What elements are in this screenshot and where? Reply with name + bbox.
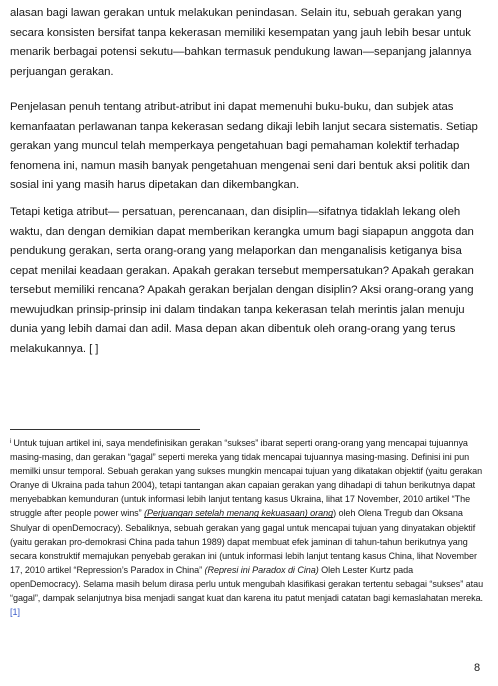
footnote-italic-translation: (Perjuangan setelah menang kekuasaan) orang bbox=[144, 508, 334, 519]
footnote-separator bbox=[10, 429, 200, 430]
body-paragraph-3 bbox=[10, 203, 480, 359]
footnote-italic-translation: (Represi ini Paradox di Cina) bbox=[204, 564, 319, 575]
footnote bbox=[10, 435, 484, 619]
body-paragraph-1 bbox=[10, 4, 480, 82]
body-paragraph-2 bbox=[10, 98, 480, 196]
footnote-backlink[interactable]: [1] bbox=[10, 607, 20, 618]
paragraph-text: alasan bagi lawan gerakan untuk melakukan penindasan. Selain itu, sebuah gerakan yang secara konsisten bersifat tanpa kekerasan memiliki kesempatan yang jauh lebih besar untuk menarik berbagai potensi sekutu—bahkan termasuk pendukung lawan—sepanjang jalannya perjuangan gerakan. bbox=[10, 7, 472, 78]
footnote-text: Oleh Lester Kurtz pada openDemocracy). Selama masih belum dirasa perlu untuk mengubah klasifikasi gerakan tertentu sebagai “sukses” atau “gagal”, dampak selanjutnya bisa menjadi sangat kuat dan karena itu patut menjadi catatan bagi kemaslahatan mereka. bbox=[10, 564, 484, 604]
paragraph-text: Tetapi ketiga atribut— persatuan, perencanaan, dan disiplin—sifatnya tidaklah lekang oleh waktu, dan dengan demikian dapat memberikan kerangka umum bagi siapapun anggota dan pendukung gerakan, serta orang-orang yang melaporkan dan menganalisis ketiganya bisa cepat menilai keadaan gerakan. Apakah gerakan tersebut mempersatukan? Apakah gerakan tersebut memiliki rencana? Apakah gerakan berjalan dengan disiplin? Aksi orang-orang yang mewujudkan prinsip-prinsip ini dalam tindakan tanpa kekerasan telah merintis jalan menuju dunia yang lebih damai dan adil. Masa depan akan dibentuk oleh orang-orang yang terus melakukannya. [ ] bbox=[10, 206, 474, 355]
paragraph-text: Penjelasan penuh tentang atribut-atribut ini dapat memenuhi buku-buku, dan subjek atas kemanfaatan perlawanan tanpa kekerasan sedang dikaji lebih lanjut secara sistematis. Setiap gerakan yang muncul telah memperkaya pengetahuan bagi pemahaman kolektif terhadap fenomena ini, namun masih banyak pengetahuan mengenai seni dari bentuk aksi politik dan sosial ini yang masih harus dipetakan dan dikembangkan. bbox=[10, 101, 478, 191]
footnote-text: ) oleh Olena Tregub dan Oksana Shulyar di openDemocracy). Sebaliknya, sebuah gerakan yang gagal untuk mencapai tujuan yang dinyatakan objektif (yaitu gerakan pro-demokrasi China pada tahun 1989) dapat membuat efek jaminan di tahun-tahun berikutnya yang secara konstruktif memajukan penyebab gerakan ini (untuk informasi lebih lanjut tentang kasus China, lihat November 17, 2010 artikel “Repression’s Paradox in China” bbox=[10, 508, 477, 575]
page-number: 8 bbox=[474, 662, 481, 674]
footnote-text: Untuk tujuan artikel ini, saya mendefinisikan gerakan “sukses” ibarat seperti orang-orang yang mencapai tujuannya masing-masing, dan gerakan “gagal” seperti mereka yang tidak mencapai tujuannya masing-masing. Definisi ini pun memilki unsur temporal. Sebuah gerakan yang sukses mungkin mencapai tujuan yang dikatakan objektif (yaitu gerakan Oranye di Ukraina pada tahun 2004), tetapi tantangan akan capaian gerakan yang dihadapi di tahun berikutnya dapat menyebabkan kemunduran (untuk informasi lebih lanjut tentang kasus Ukraina, lihat 17 November, 2010 artikel “The struggle after people power wins” bbox=[10, 438, 483, 519]
footnote-marker: i bbox=[10, 438, 12, 445]
